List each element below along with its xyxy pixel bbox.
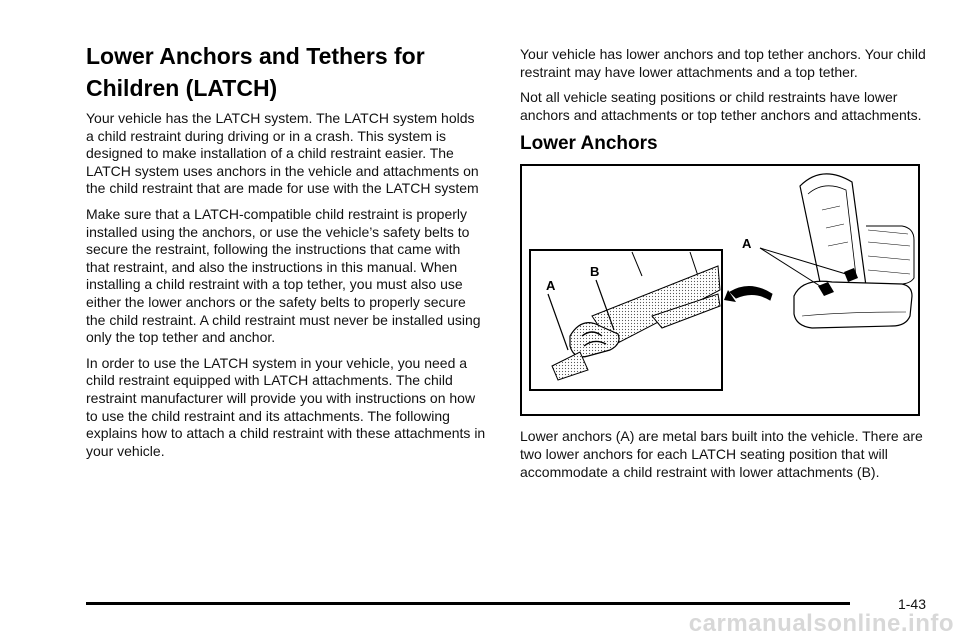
right-column: [520, 46, 930, 489]
label-a-inset: A: [546, 278, 556, 294]
label-a-seat: A: [742, 236, 752, 252]
section-title-line2: Children (LATCH): [86, 75, 278, 101]
label-b-inset: B: [590, 264, 600, 280]
lower-anchors-illustration: [522, 166, 918, 414]
left-paragraph-1: Your vehicle has the LATCH system. The LATCH system holds a child restraint during driving or in a crash. This system is designed to make installation of a child restraint easier. The LATCH system uses anchors in the vehicle and attachments on the child restraint that are made for use with the LATCH system: [86, 110, 479, 197]
inset-detail: [530, 250, 722, 390]
section-title-line1: Lower Anchors and Tethers for: [86, 43, 425, 69]
left-column: [86, 40, 486, 468]
seat-illustration: [760, 174, 914, 328]
right-paragraph-1: Your vehicle has lower anchors and top tether anchors. Your child restraint may have lower attachments and a top tether.: [520, 46, 926, 80]
curved-arrow: [730, 287, 772, 301]
watermark: carmanualsonline.info: [688, 610, 954, 637]
left-paragraph-3: In order to use the LATCH system in your vehicle, you need a child restraint equipped with LATCH attachments. The child restraint manufacturer will provide you with instructions on how to use the child restraint and its attachments. The following explains how to attach a child restraint with these attachments in your vehicle.: [86, 354, 486, 459]
lower-anchors-heading: Lower Anchors: [520, 133, 658, 155]
right-paragraph-2: Not all vehicle seating positions or child restraints have lower anchors and attachments or top tether anchors and attachments.: [520, 89, 922, 123]
page-number: 1-43: [897, 596, 926, 612]
left-paragraph-2: Make sure that a LATCH-compatible child restraint is properly installed using the anchors, or use the vehicle’s safety belts to secure the restraint, following the instructions that came with that restraint, and also the instructions in this manual. When installing a child restraint with a top tether, you must also use either the lower anchors or the safety belts to properly secure the child restraint. A child restraint must never be installed using only the top tether and anchor.: [86, 205, 481, 346]
lower-anchors-figure: [520, 164, 920, 416]
figure-caption: Lower anchors (A) are metal bars built into the vehicle. There are two lower anchors for each LATCH seating position that will accommodate a child restraint with lower attachments (B).: [520, 428, 923, 480]
section-title: [86, 40, 486, 104]
footer-rule: [86, 602, 850, 605]
